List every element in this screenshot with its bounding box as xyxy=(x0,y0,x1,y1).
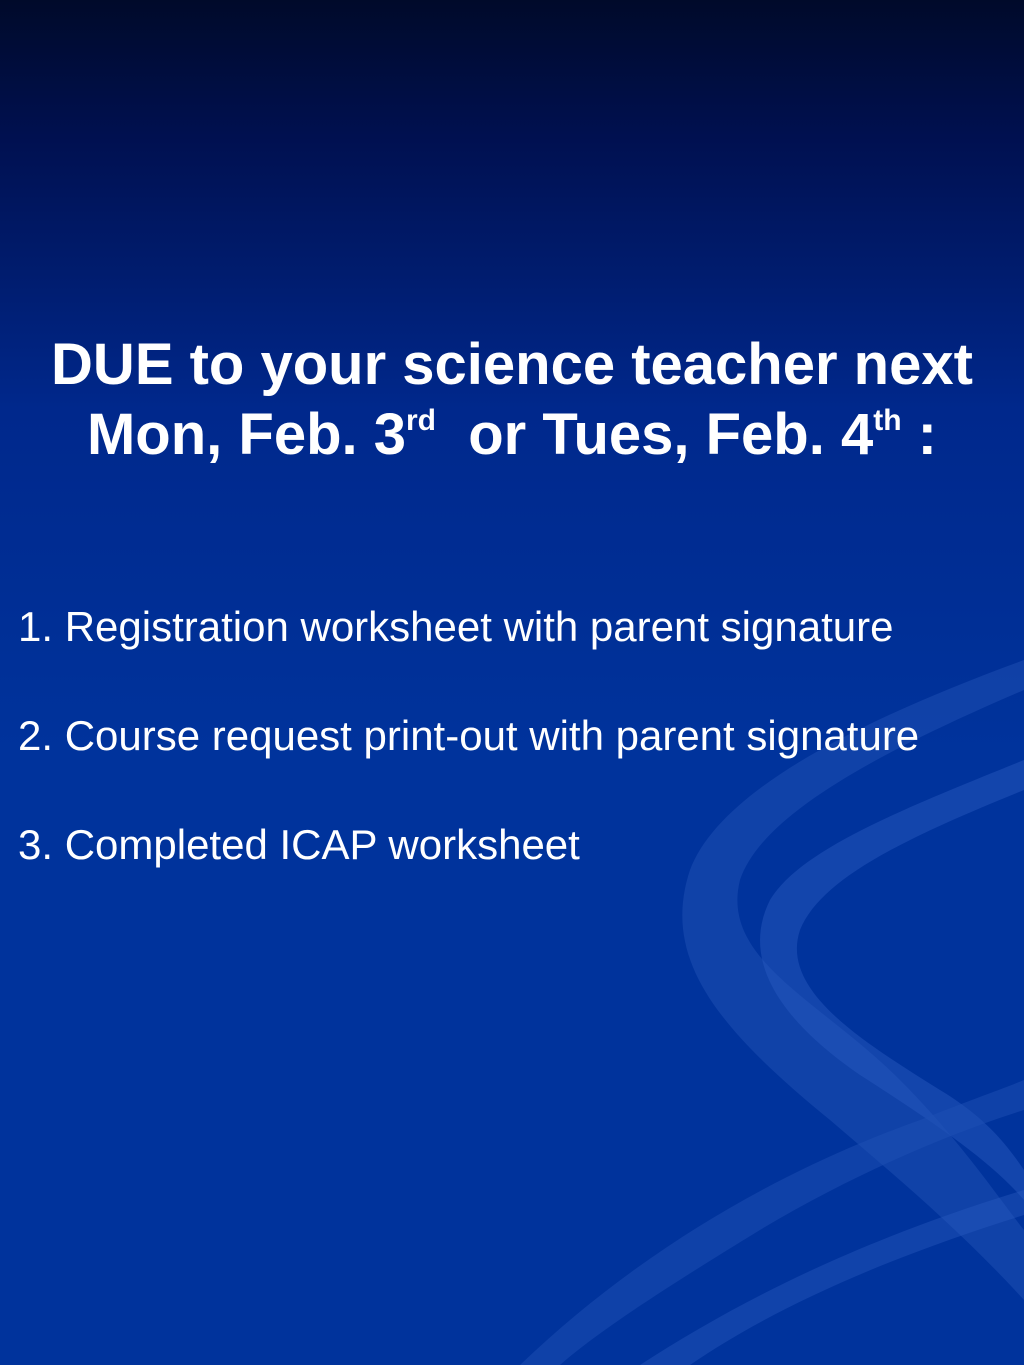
list-item-number: 2. xyxy=(18,712,54,759)
list-item-number: 1. xyxy=(18,603,54,650)
heading-line-2 xyxy=(0,400,1024,470)
list-item-number: 3. xyxy=(18,821,54,868)
slide-heading xyxy=(0,330,1024,470)
list-item-text: Course request print-out with parent signature xyxy=(64,712,920,759)
heading-ordinal-1: rd xyxy=(405,403,436,437)
heading-line-1: DUE to your science teacher next xyxy=(51,332,973,397)
list-item xyxy=(18,818,919,872)
list-item xyxy=(18,709,919,763)
list-item-text: Completed ICAP worksheet xyxy=(64,821,580,868)
requirements-list xyxy=(18,600,919,927)
list-item-text: Registration worksheet with parent signature xyxy=(64,603,894,650)
heading-date-2: or Tues, Feb. 4 xyxy=(435,402,874,467)
heading-ordinal-2: th xyxy=(873,403,902,437)
heading-colon: : xyxy=(901,402,937,467)
list-item xyxy=(18,600,919,654)
heading-date-1: Mon, Feb. 3 xyxy=(86,402,406,467)
